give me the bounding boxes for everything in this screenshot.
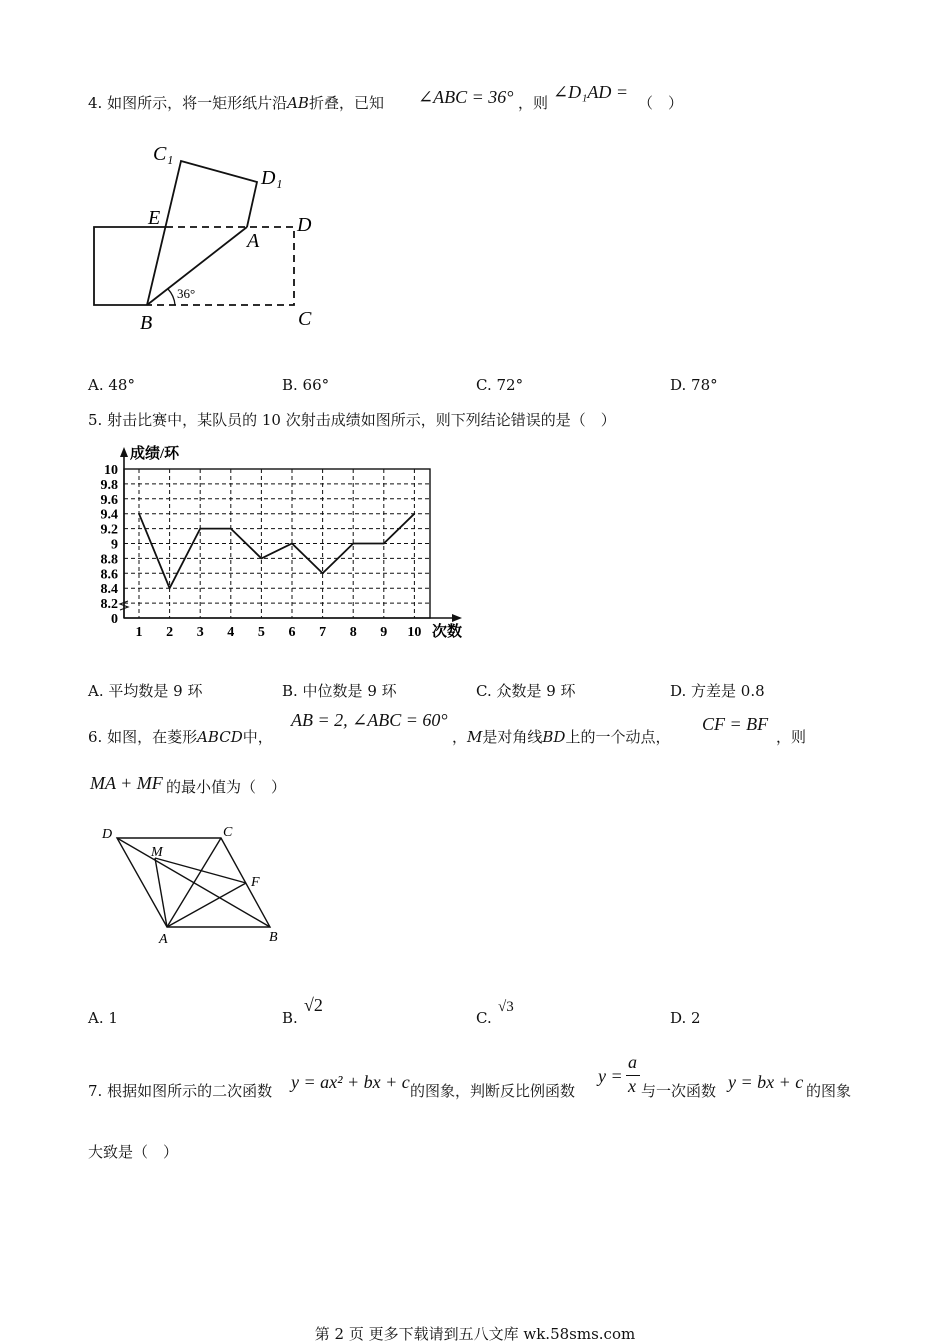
q7-recip-den: x [628,1076,636,1096]
chart-x-tick-label: 3 [196,625,204,640]
q7-recip-y: y = [598,1066,623,1086]
q5-option-c[interactable]: C. 众数是 9 环 [476,682,576,700]
chart-x-tick-label: 4 [227,625,235,640]
q5-option-b[interactable]: B. 中位数是 9 环 [282,682,397,700]
q7-stem-e: 大致是（ ） [88,1143,179,1161]
chart-x-tick-label: 6 [288,625,296,640]
q6-label-a: A [159,932,168,947]
page-footer: 第 2 页 更多下载请到五八文库 wk.58sms.com [314,1325,636,1343]
q7-recip-num: a [628,1052,637,1072]
q7-stem-c: 与一次函数 [641,1082,717,1100]
q4-angle-label: 36° [177,286,196,301]
q6-expr: MA + MF [90,773,163,793]
q6-stem-d: 的最小值为（ ） [166,778,287,796]
q7-stem-d: 的图象 [806,1082,852,1100]
q4-option-a[interactable]: A. 48° [88,376,135,394]
q6-label-d: D [102,827,113,842]
q4-ask: ∠D₁AD = [553,82,628,102]
q6-stem-a: 6. 如图，在菱形ABCD中， [88,728,273,746]
chart-x-tick-label: 1 [135,625,143,640]
q6-option-b[interactable]: B. √2 [282,995,323,1027]
chart-y-tick-label: 8.2 [100,597,118,613]
chart-x-tick-label: 10 [407,625,422,640]
chart-y-tick-label: 9.6 [100,492,118,508]
q7-quadratic: y = ax² + bx + c [291,1072,410,1092]
q4-given: ∠ABC = 36° [418,87,514,107]
q6-condition: AB = 2, ∠ABC = 60° [291,710,448,730]
q5-option-d[interactable]: D. 方差是 0.8 [670,682,765,700]
chart-y-tick-label: 8.6 [100,567,118,583]
chart-y-tick-label: 9.2 [100,522,118,538]
chart-y-tick-label: 9.8 [100,477,118,493]
q7-stem-a: 7. 根据如图所示的二次函数 [88,1082,273,1100]
q6-option-a[interactable]: A. 1 [88,1009,118,1027]
q4-ab: AB [287,94,309,112]
q6-label-f: F [251,875,260,890]
chart-y-tick-label: 8.8 [100,552,118,568]
q6-cf-bf: CF = BF [702,714,769,734]
q4-paren: （ ） [638,94,684,112]
q4-label-c: C [298,308,312,330]
q6-diagonal-ac [167,838,221,927]
q4-label-e: E [148,207,161,229]
q4-option-d[interactable]: D. 78° [670,376,718,394]
q4-label-d1: D₁ [261,167,283,189]
q6-option-c-value: √3 [498,999,514,1015]
chart-x-tick-label: 9 [380,625,388,640]
chart-x-tick-label: 5 [257,625,265,640]
q6-label-m: M [151,845,163,860]
chart-ylabel: 成绩/环 [130,446,180,462]
chart-y-tick-label: 9 [111,537,118,553]
chart-x-tick-label: 7 [319,625,327,640]
q6-line-mf [155,858,246,883]
q6-option-d[interactable]: D. 2 [670,1009,701,1027]
chart-y-tick-label: 10 [104,463,118,478]
q5-option-a[interactable]: A. 平均数是 9 环 [88,682,203,700]
q4-text-c: ，则 [518,94,549,112]
q6-label-c: C [223,825,233,840]
chart-x-tick-label: 2 [166,625,174,640]
q4-label-c1: C₁ [153,143,174,165]
q7-stem-b: 的图象，判断反比例函数 [410,1082,576,1100]
q4-label-d: D [297,214,312,236]
chart-y-tick-label: 0 [111,612,118,627]
q6-option-b-value: √2 [304,995,323,1015]
q6-option-c[interactable]: C. √3 [476,999,514,1027]
chart-xlabel: 次数 [432,624,463,640]
q6-stem-b: ，M是对角线BD上的一个动点， [452,728,671,746]
chart-x-tick-label: 8 [349,625,357,640]
q4-option-b[interactable]: B. 66° [282,376,330,394]
q4-option-c[interactable]: C. 72° [476,376,524,394]
chart-y-tick-label: 8.4 [100,582,118,598]
q4-label-b: B [140,312,153,334]
q6-stem-c: ，则 [776,728,807,746]
q5-stem: 5. 射击比赛中，某队员的 10 次射击成绩如图所示，则下列结论错误的是（ ） [88,411,616,429]
chart-y-tick-label: 9.4 [100,507,118,523]
q4-stem: 4. 如图所示，将一矩形纸片沿AB折叠，已知 [88,94,384,112]
q7-linear: y = bx + c [728,1072,804,1092]
q6-label-b: B [269,930,278,945]
q4-label-a: A [247,230,260,252]
